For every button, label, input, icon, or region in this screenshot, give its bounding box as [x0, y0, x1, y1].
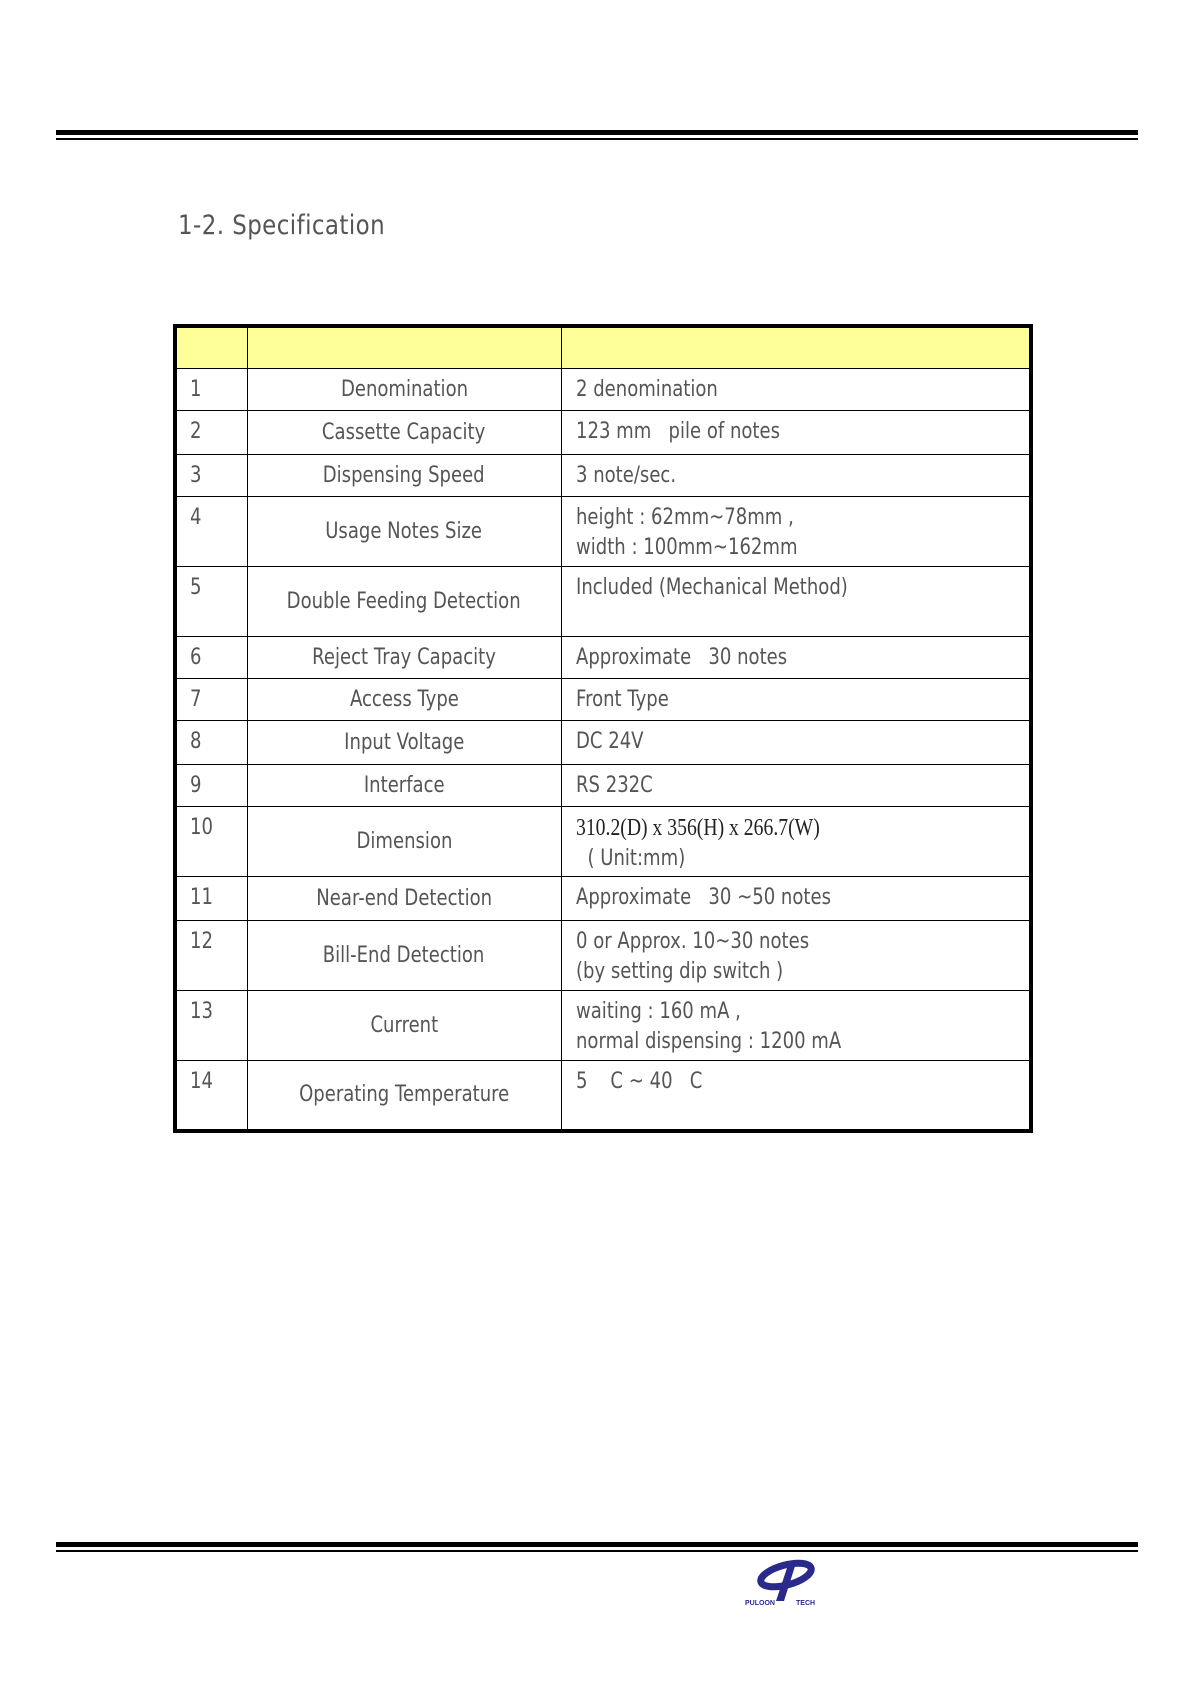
- spec-item-label: Current: [370, 1013, 438, 1038]
- spec-item: [247, 721, 561, 765]
- spec-item: [247, 921, 561, 991]
- header-cell-item: [247, 326, 561, 369]
- spec-item: [247, 369, 561, 411]
- row-number-text: 8: [190, 729, 202, 754]
- row-number: [175, 411, 247, 455]
- spec-value-line: 310.2(D) x 356(H) x 266.7(W): [575, 815, 820, 841]
- spec-value: [561, 637, 1031, 679]
- spec-value: [561, 455, 1031, 497]
- spec-item-label: Dispensing Speed: [323, 463, 485, 488]
- table-row: [175, 807, 1031, 877]
- spec-item: [247, 567, 561, 637]
- logo-text-left: PULOON: [745, 1600, 775, 1607]
- header-cell-value: [561, 326, 1031, 369]
- spec-item-label: Dimension: [356, 829, 452, 854]
- spec-item: [247, 637, 561, 679]
- table-row: [175, 1061, 1031, 1131]
- spec-item: [247, 1061, 561, 1131]
- table-row: [175, 721, 1031, 765]
- spec-item-label: Usage Notes Size: [325, 519, 483, 544]
- row-number-text: 11: [190, 885, 213, 910]
- row-number-text: 2: [190, 419, 202, 444]
- table-row: [175, 765, 1031, 807]
- table-row: [175, 497, 1031, 567]
- footer-rule: [56, 1542, 1138, 1552]
- spec-item-label: Operating Temperature: [298, 1082, 510, 1108]
- row-number-text: 10: [190, 815, 213, 840]
- row-number-text: 6: [190, 645, 202, 670]
- spec-value-line: 123 mm pile of notes: [575, 419, 780, 444]
- spec-item-label: Access Type: [349, 687, 459, 712]
- spec-item: [247, 991, 561, 1061]
- row-number-text: 4: [190, 505, 202, 530]
- spec-item: [247, 807, 561, 877]
- specification-table: [173, 324, 1033, 1133]
- spec-item: [247, 455, 561, 497]
- table-row: [175, 411, 1031, 455]
- spec-value: [561, 497, 1031, 567]
- spec-item-label: Bill-End Detection: [323, 943, 485, 968]
- spec-value-line: 5 C ~ 40 C: [575, 1069, 702, 1094]
- spec-item: [247, 765, 561, 807]
- row-number: [175, 679, 247, 721]
- spec-value-line: Front Type: [575, 687, 669, 712]
- table-row: [175, 637, 1031, 679]
- row-number-text: 9: [190, 773, 202, 798]
- spec-value: [561, 765, 1031, 807]
- table-row: [175, 455, 1031, 497]
- table-row: [175, 369, 1031, 411]
- spec-value-line: Approximate 30 ~50 notes: [575, 885, 831, 910]
- row-number-text: 14: [190, 1069, 213, 1094]
- row-number: [175, 721, 247, 765]
- spec-value-line: (by setting dip switch ): [575, 959, 783, 984]
- spec-item: [247, 411, 561, 455]
- section-heading: 1-2. Specification: [178, 210, 386, 241]
- spec-value: [561, 1061, 1031, 1131]
- table-row: [175, 921, 1031, 991]
- spec-value-line: RS 232C: [575, 773, 653, 798]
- row-number: [175, 807, 247, 877]
- spec-value-line: 3 note/sec.: [575, 463, 676, 488]
- spec-value-line: Included (Mechanical Method): [575, 575, 848, 600]
- spec-item-label: Near-end Detection: [316, 886, 492, 911]
- spec-item-label: Interface: [363, 773, 445, 798]
- logo-text-right: TECH: [796, 1600, 816, 1607]
- row-number: [175, 455, 247, 497]
- spec-value-line: width : 100mm~162mm: [575, 535, 798, 560]
- row-number: [175, 497, 247, 567]
- spec-value: [561, 921, 1031, 991]
- row-number: [175, 1061, 247, 1131]
- spec-item: [247, 679, 561, 721]
- row-number: [175, 921, 247, 991]
- spec-item-label: Input Voltage: [343, 730, 465, 755]
- spec-item: [247, 877, 561, 921]
- row-number: [175, 765, 247, 807]
- row-number-text: 13: [190, 999, 213, 1024]
- table-row: [175, 877, 1031, 921]
- puloon-tech-logo: [744, 1557, 822, 1607]
- spec-value-line: ( Unit:mm): [575, 846, 685, 871]
- row-number-text: 5: [190, 575, 202, 600]
- spec-value: [561, 807, 1031, 877]
- spec-value-line: DC 24V: [575, 729, 644, 754]
- row-number: [175, 637, 247, 679]
- spec-value-line: waiting : 160 mA ,: [575, 999, 741, 1024]
- header-cell-no: [175, 326, 247, 369]
- header-rule: [56, 130, 1138, 140]
- spec-value-line: 0 or Approx. 10~30 notes: [575, 929, 809, 954]
- table-header-row: [175, 326, 1031, 369]
- table-row: [175, 679, 1031, 721]
- spec-value: [561, 411, 1031, 455]
- row-number-text: 7: [190, 687, 202, 712]
- spec-value: [561, 369, 1031, 411]
- row-number-text: 12: [190, 929, 213, 954]
- spec-item-label: Reject Tray Capacity: [312, 645, 496, 670]
- spec-value: [561, 877, 1031, 921]
- row-number: [175, 991, 247, 1061]
- row-number: [175, 369, 247, 411]
- row-number: [175, 877, 247, 921]
- table-row: [175, 567, 1031, 637]
- spec-value: [561, 991, 1031, 1061]
- spec-value: [561, 721, 1031, 765]
- spec-value: [561, 567, 1031, 637]
- spec-item: [247, 497, 561, 567]
- spec-value-line: height : 62mm~78mm ,: [575, 505, 794, 530]
- row-number-text: 1: [190, 377, 202, 402]
- spec-item-label: Cassette Capacity: [322, 420, 486, 445]
- spec-value-line: 2 denomination: [575, 377, 718, 402]
- row-number-text: 3: [190, 463, 202, 488]
- spec-item-label: Denomination: [340, 377, 468, 402]
- spec-value: [561, 679, 1031, 721]
- spec-item-label: Double Feeding Detection: [287, 589, 521, 614]
- spec-value-line: normal dispensing : 1200 mA: [575, 1029, 841, 1054]
- spec-value-line: Approximate 30 notes: [575, 645, 787, 670]
- table-row: [175, 991, 1031, 1061]
- row-number: [175, 567, 247, 637]
